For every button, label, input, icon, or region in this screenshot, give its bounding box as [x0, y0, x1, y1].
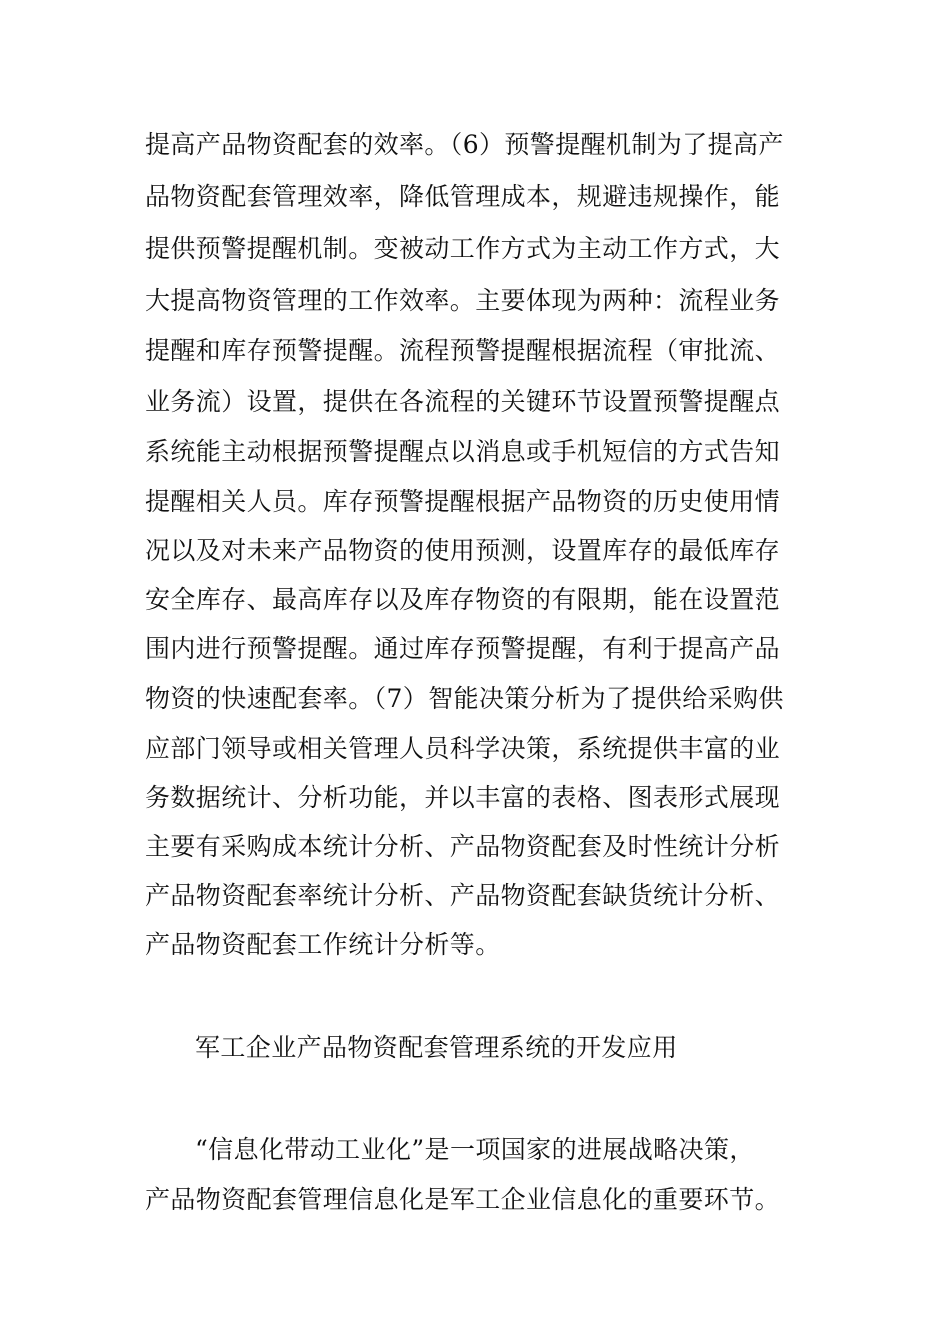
paragraph-line: 提醒和库存预警提醒。流程预警提醒根据流程（审批流、 — [145, 336, 781, 365]
section-heading: 军工企业产品物资配套管理系统的开发应用 — [195, 1033, 678, 1062]
paragraph-line: 提醒相关人员。库存预警提醒根据产品物资的历史使用情 — [145, 487, 781, 516]
paragraph-line: 产品物资配套率统计分析、产品物资配套缺货统计分析、 — [145, 881, 781, 910]
paragraph-line: 业务流）设置，提供在各流程的关键环节设置预警提醒点 — [145, 387, 781, 416]
paragraph-line: 品物资配套管理效率，降低管理成本，规避违规操作，能 — [145, 182, 781, 211]
paragraph-line: 大提高物资管理的工作效率。主要体现为两种：流程业务 — [145, 286, 781, 315]
paragraph-line: 提高产品物资配套的效率。（6）预警提醒机制为了提高产 — [145, 130, 784, 159]
paragraph-line: 产品物资配套工作统计分析等。 — [145, 930, 501, 959]
paragraph-line: 务数据统计、分析功能，并以丰富的表格、图表形式展现 — [145, 783, 781, 812]
paragraph-line: “信息化带动工业化”是一项国家的进展战略决策， — [195, 1135, 755, 1164]
paragraph-line: 围内进行预警提醒。通过库存预警提醒，有利于提高产品 — [145, 634, 781, 663]
paragraph-line: 主要有采购成本统计分析、产品物资配套及时性统计分析 — [145, 832, 781, 861]
paragraph-line: 物资的快速配套率。（7）智能决策分析为了提供给采购供 — [145, 684, 784, 713]
paragraph-line: 应部门领导或相关管理人员科学决策，系统提供丰富的业 — [145, 734, 781, 763]
paragraph-line: 况以及对未来产品物资的使用预测，设置库存的最低库存 — [145, 536, 781, 565]
paragraph-line: 系统能主动根据预警提醒点以消息或手机短信的方式告知 — [145, 437, 781, 466]
paragraph-line: 安全库存、最高库存以及库存物资的有限期，能在设置范 — [145, 585, 781, 614]
paragraph-line: 产品物资配套管理信息化是军工企业信息化的重要环节。 — [145, 1185, 781, 1214]
paragraph-line: 提供预警提醒机制。变被动工作方式为主动工作方式，大 — [145, 234, 781, 263]
